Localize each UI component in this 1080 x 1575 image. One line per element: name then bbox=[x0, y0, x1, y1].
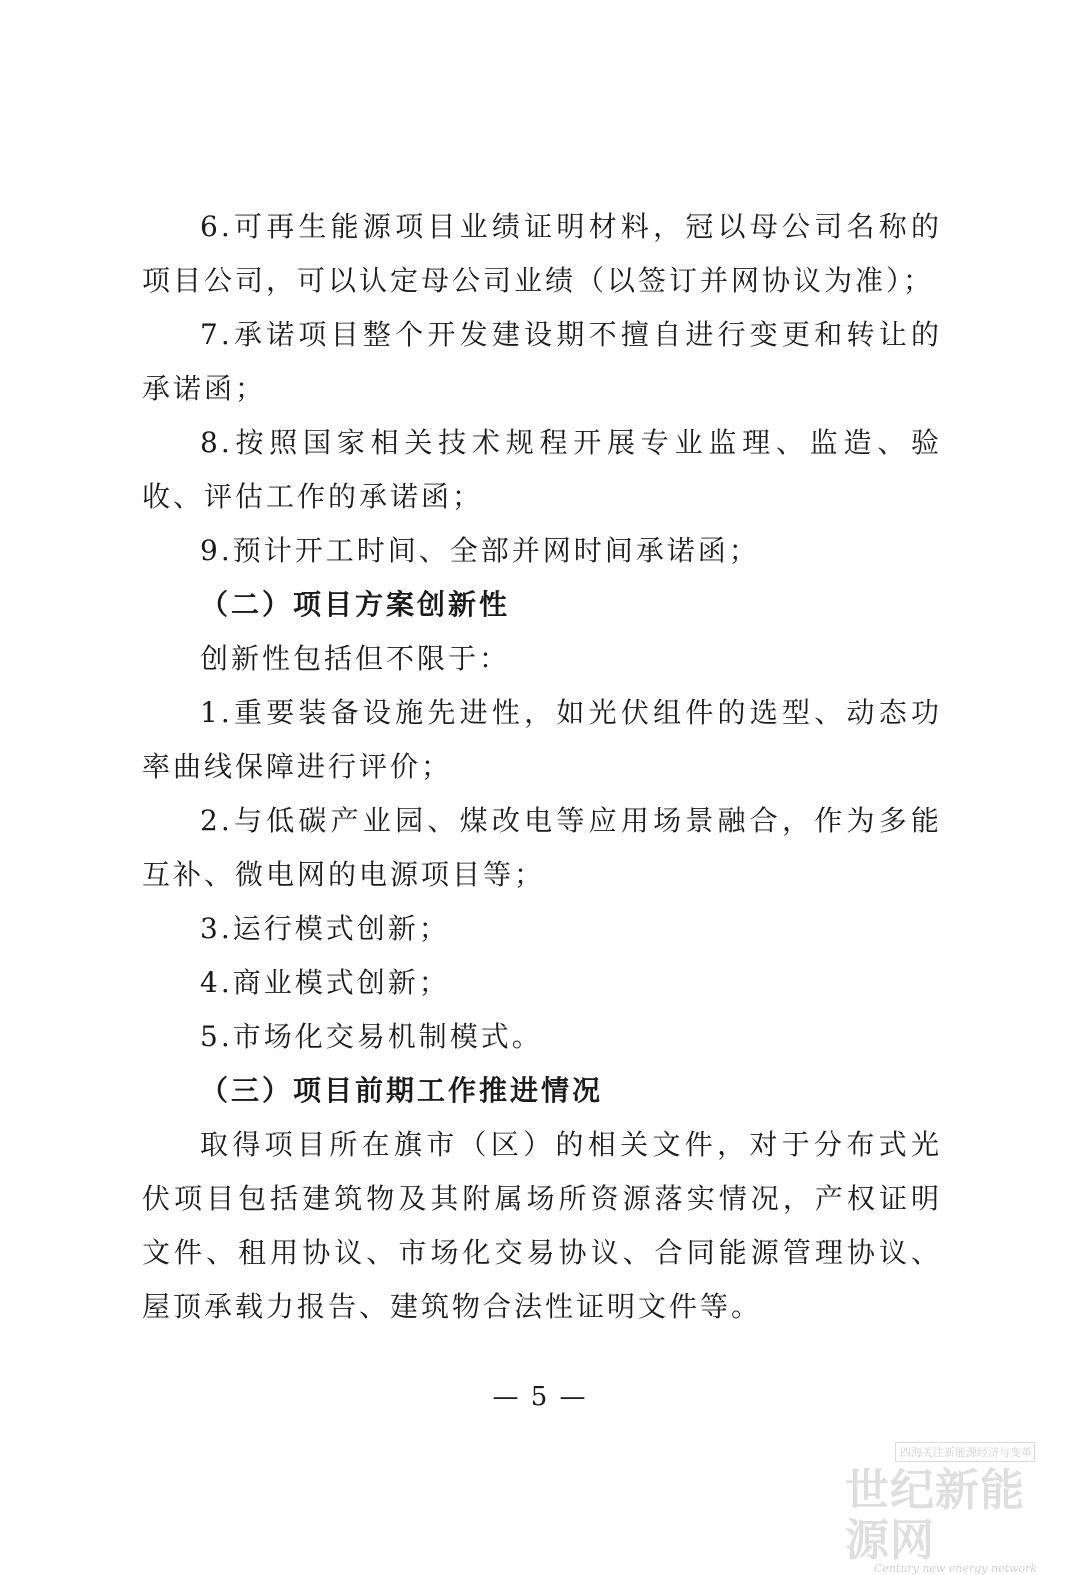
paragraph-item-9: 9.预计开工时间、全部并网时间承诺函； bbox=[200, 534, 760, 567]
section-heading-innovation: （二）项目方案创新性 bbox=[200, 588, 511, 621]
paragraph-innovation-3: 3.运行模式创新； bbox=[200, 912, 450, 945]
watermark-subtitle: Century new energy network bbox=[873, 1562, 1037, 1575]
paragraph-item-7: 7.承诺项目整个开发建设期不擅自进行变更和转让的承诺函； bbox=[142, 318, 942, 405]
document-body bbox=[142, 200, 942, 1334]
watermark-logo bbox=[845, 1442, 1045, 1575]
paragraph-innovation-2: 2.与低碳产业园、煤改电等应用场景融合，作为多能互补、微电网的电源项目等； bbox=[142, 804, 942, 891]
watermark-banner: 四海关注新能源经济与变革 bbox=[895, 1442, 1035, 1462]
paragraph-innovation-intro: 创新性包括但不限于： bbox=[200, 642, 511, 675]
paragraph-innovation-1: 1.重要装备设施先进性，如光伏组件的选型、动态功率曲线保障进行评价； bbox=[142, 696, 942, 783]
paragraph-progress: 取得项目所在旗市（区）的相关文件，对于分布式光伏项目包括建筑物及其附属场所资源落实情况，产权证明文件、租用协议、市场化交易协议、合同能源管理协议、屋顶承载力报告、建筑物合法性证明文件等。 bbox=[142, 1128, 942, 1323]
paragraph-item-8: 8.按照国家相关技术规程开展专业监理、监造、验收、评估工作的承诺函； bbox=[142, 426, 942, 513]
paragraph-item-6: 6.可再生能源项目业绩证明材料，冠以母公司名称的项目公司，可以认定母公司业绩（以签订并网协议为准）； bbox=[142, 210, 942, 297]
page-number: — 5 — bbox=[492, 1382, 588, 1412]
section-heading-progress: （三）项目前期工作推进情况 bbox=[200, 1074, 604, 1107]
watermark-title: 世纪新能源网 bbox=[845, 1465, 1025, 1566]
paragraph-innovation-5: 5.市场化交易机制模式。 bbox=[200, 1020, 543, 1053]
paragraph-innovation-4: 4.商业模式创新； bbox=[200, 966, 450, 999]
